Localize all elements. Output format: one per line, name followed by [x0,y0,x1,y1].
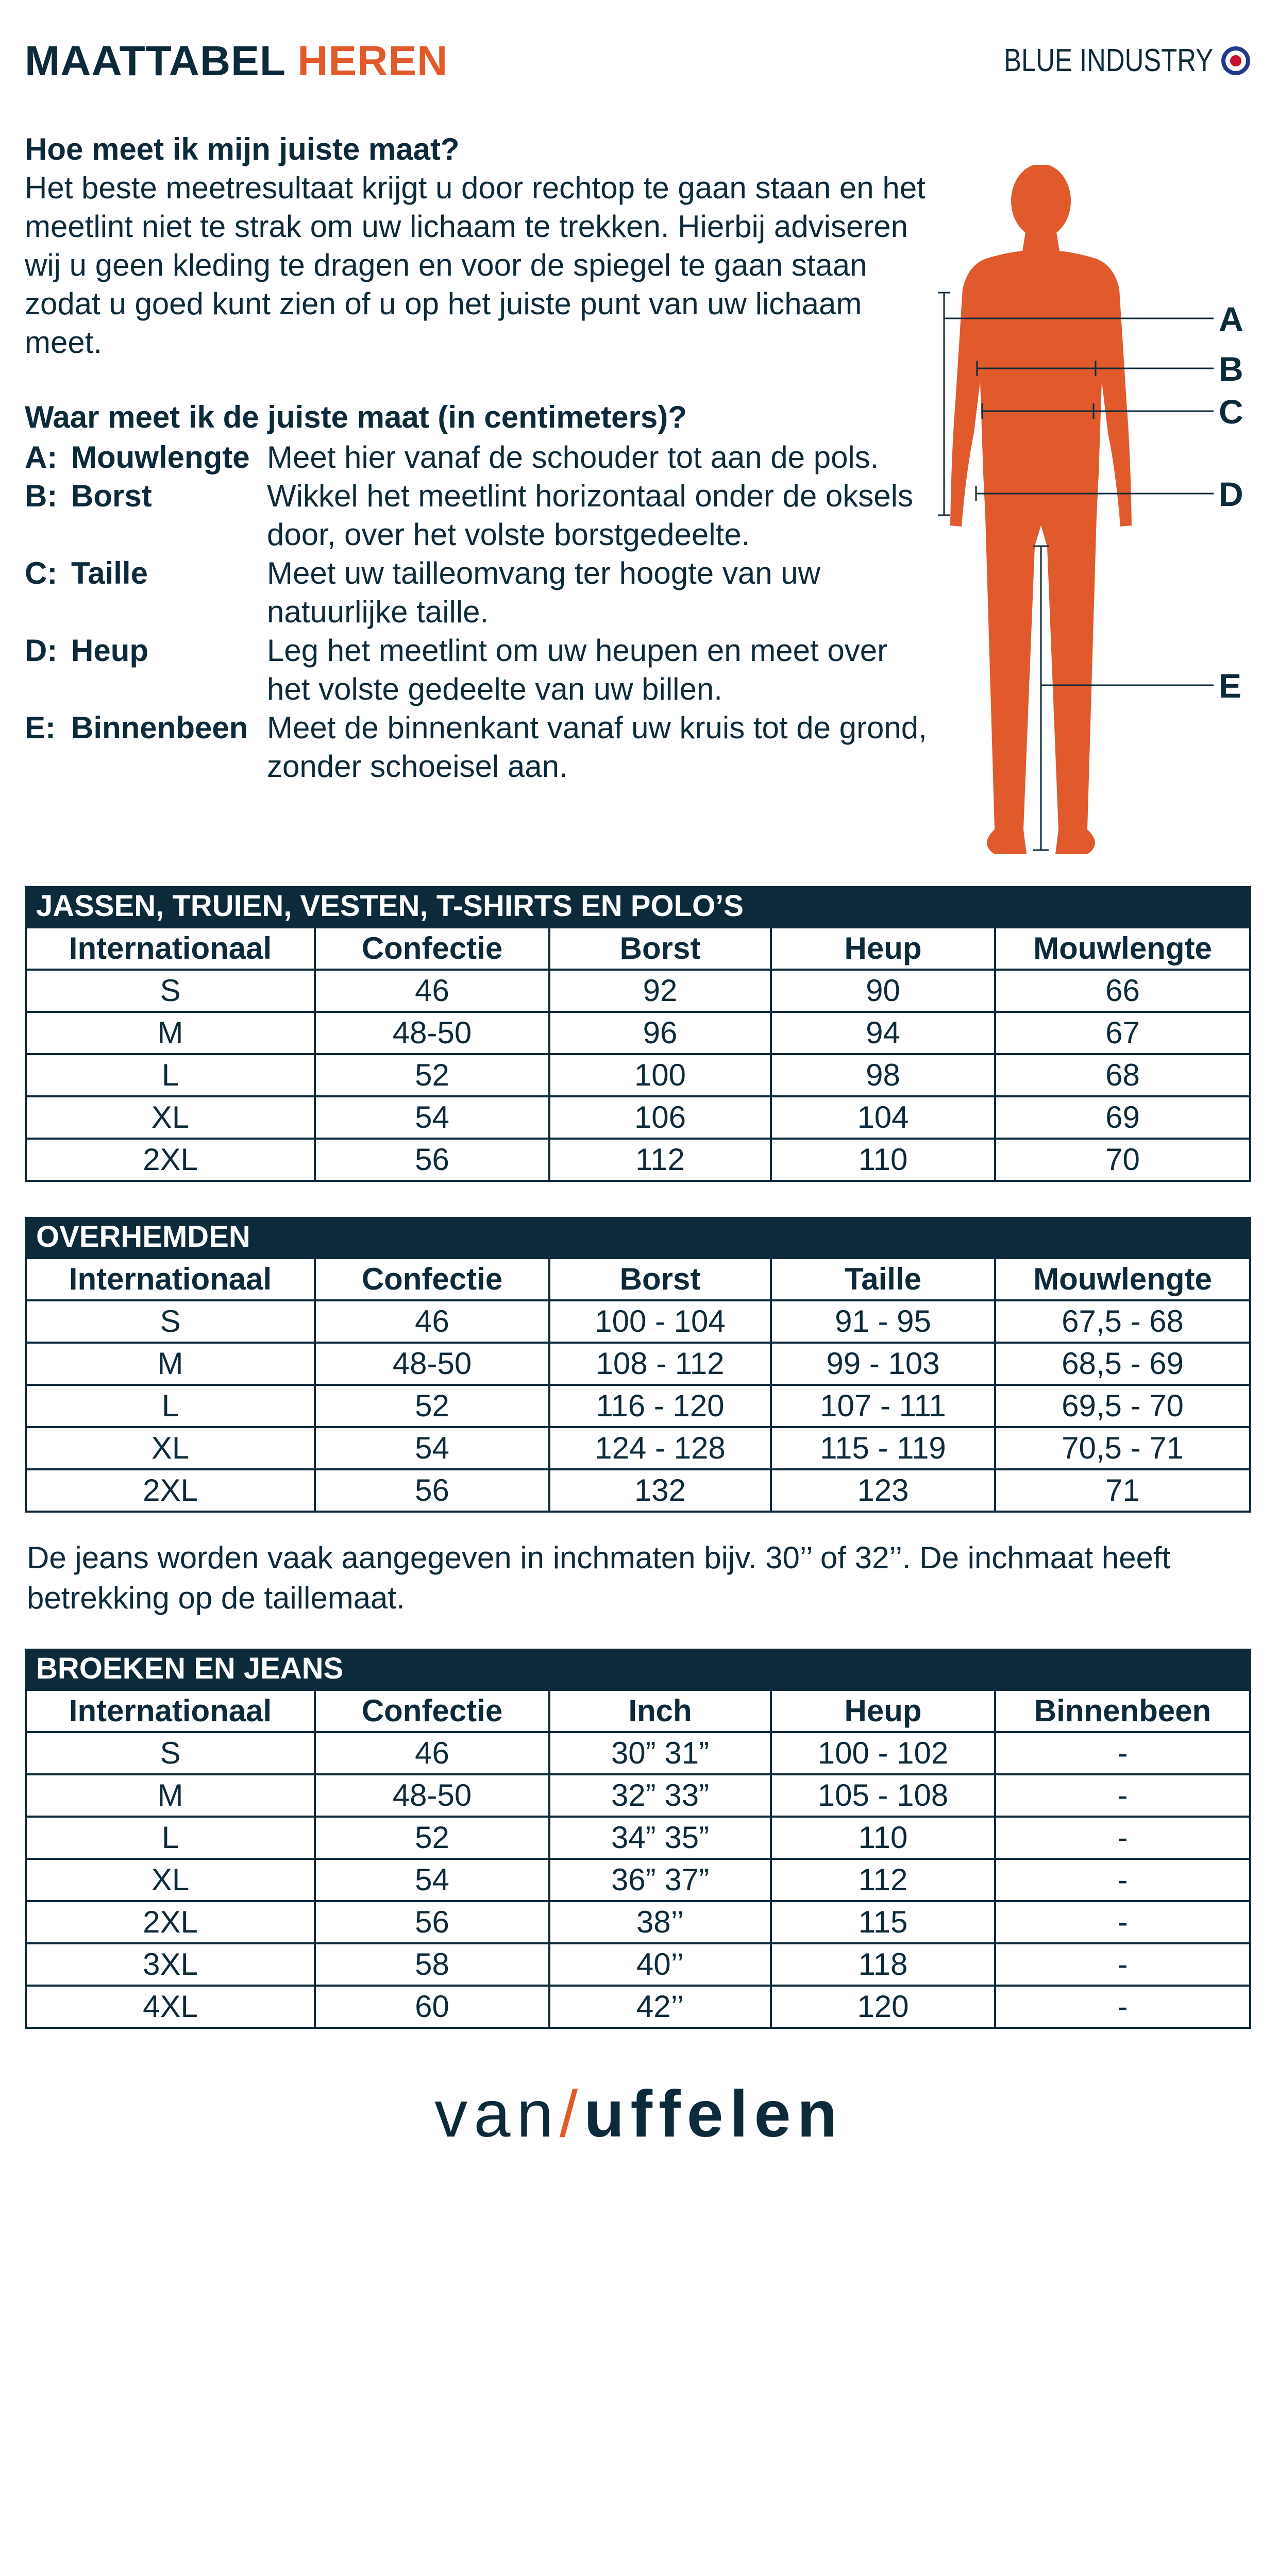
column-header: Internationaal [26,1690,315,1732]
table-title: BROEKEN EN JEANS [25,1649,1251,1689]
table-row [26,1343,1250,1385]
table-cell: 108 - 112 [549,1343,771,1385]
table-cell: 112 [771,1859,995,1901]
table-cell: 48-50 [315,1012,549,1054]
label-d: D [1219,475,1243,513]
table-cell: 100 - 104 [549,1300,771,1343]
table-row [26,1732,1250,1774]
table-row [26,1300,1250,1343]
column-header: Binnenbeen [995,1690,1250,1732]
table-cell: 70 [995,1139,1250,1181]
table-row [26,1427,1250,1469]
column-header: Mouwlengte [995,1258,1250,1300]
size-table-pants [25,1649,1251,2029]
table-cell: 67 [995,1012,1250,1054]
measure-item [25,554,932,631]
table-cell: 91 - 95 [771,1300,995,1343]
table-cell: - [995,1817,1250,1859]
measure-desc: Leg het meetlint om uw heupen en meet over het volste gedeelte van uw billen. [267,633,888,706]
table-header-row [26,1258,1250,1300]
table-cell: 3XL [26,1943,315,1986]
logo-part-van: van [434,2077,560,2151]
table-cell: 118 [771,1943,995,1986]
table-cell: 58 [315,1943,549,1986]
table-cell: 4XL [26,1986,315,2028]
table-cell: 46 [315,1300,549,1343]
table-cell: 99 - 103 [771,1343,995,1385]
column-header: Borst [549,927,771,970]
table-cell: - [995,1732,1250,1774]
table-cell: 32” 33” [549,1774,771,1817]
table-cell: L [26,1817,315,1859]
table-cell: - [995,1901,1250,1943]
table-cell: 132 [549,1469,771,1512]
measure-name: Mouwlengte [71,440,250,474]
table-cell: XL [26,1859,315,1901]
measure-desc: Meet de binnenkant vanaf uw kruis tot de grond, zonder schoeisel aan. [267,710,927,784]
measure-item [25,438,932,477]
size-table-shirts [25,1217,1251,1513]
table-cell: 92 [549,970,771,1012]
column-header: Confectie [315,1258,549,1300]
table-cell: 90 [771,970,995,1012]
footer-logo [0,2076,1278,2152]
table-cell: 52 [315,1385,549,1427]
label-c: C [1219,393,1243,431]
measurement-labels [1219,300,1243,705]
measure-list [25,438,932,786]
page-title [25,37,448,86]
table-cell: - [995,1774,1250,1817]
column-header: Confectie [315,927,549,970]
measure-heading: Waar meet ik de juiste maat (in centimeters)? [25,400,687,434]
table-row [26,1054,1250,1096]
table-cell: 71 [995,1469,1250,1512]
title-accent: HEREN [297,38,448,84]
label-e: E [1219,667,1242,705]
table-header-row [26,927,1250,970]
table-cell: 2XL [26,1901,315,1943]
table-cell: L [26,1385,315,1427]
table-cell: 52 [315,1054,549,1096]
intro-section [25,130,942,362]
table-row [26,1774,1250,1817]
table-row [26,1986,1250,2028]
measure-item [25,477,932,554]
table-cell: 69 [995,1096,1250,1139]
table-cell: 68 [995,1054,1250,1096]
table-title: OVERHEMDEN [25,1217,1251,1257]
intro-text: Het beste meetresultaat krijgt u door rechtop te gaan staan en het meetlint niet te strak om uw lichaam te trekken. Hierbij adviseren wij u geen kleding te dragen en voor de spiegel te gaan staan zodat u goed kunt zien of u op het juiste punt van uw lichaam meet. [25,171,926,360]
table-cell: 46 [315,970,549,1012]
table-cell: 42’’ [549,1986,771,2028]
table-cell: 112 [549,1139,771,1181]
table-row [26,1012,1250,1054]
table-cell: 70,5 - 71 [995,1427,1250,1469]
measure-letter: D: [25,633,58,668]
table-cell: 120 [771,1986,995,2028]
table-cell: - [995,1859,1250,1901]
column-header: Mouwlengte [995,927,1250,970]
table-cell: 36” 37” [549,1859,771,1901]
size-table-jackets [25,886,1251,1182]
column-header: Borst [549,1258,771,1300]
logo-part-uffelen: uffelen [584,2077,844,2151]
table-row [26,1901,1250,1943]
table-cell: S [26,970,315,1012]
table-cell: 123 [771,1469,995,1512]
column-header: Inch [549,1690,771,1732]
table-cell: 40’’ [549,1943,771,1986]
table-cell: M [26,1343,315,1385]
body-measurement-figure [933,165,1268,866]
table-row [26,1139,1250,1181]
table-title: JASSEN, TRUIEN, VESTEN, T-SHIRTS EN POLO’S [25,886,1251,926]
table-cell: 46 [315,1732,549,1774]
table-cell: 2XL [26,1469,315,1512]
table-cell: 98 [771,1054,995,1096]
measure-letter: C: [25,556,58,590]
measure-letter: B: [25,479,58,513]
column-header: Confectie [315,1690,549,1732]
table-cell: 66 [995,970,1250,1012]
measure-name: Borst [71,479,152,513]
table-cell: S [26,1300,315,1343]
table-cell: 100 [549,1054,771,1096]
table-cell: 69,5 - 70 [995,1385,1250,1427]
table-cell: 48-50 [315,1343,549,1385]
table-cell: 56 [315,1901,549,1943]
table-cell: 100 - 102 [771,1732,995,1774]
table-cell: 110 [771,1139,995,1181]
brand-name: BLUE INDUSTRY [1004,43,1213,78]
table-cell: 34” 35” [549,1817,771,1859]
jeans-note: De jeans worden vaak aangegeven in inchmaten bijv. 30’’ of 32’’. De inchmaat heeft betrekking op de taillemaat. [27,1540,1171,1615]
table-cell: 116 - 120 [549,1385,771,1427]
column-header: Heup [771,1690,995,1732]
table-cell: 54 [315,1427,549,1469]
table-cell: 2XL [26,1139,315,1181]
table-cell: 96 [549,1012,771,1054]
measure-desc: Meet uw tailleomvang ter hoogte van uw natuurlijke taille. [267,556,820,629]
measure-name: Heup [71,633,148,668]
table-cell: - [995,1986,1250,2028]
table-cell: 104 [771,1096,995,1139]
table-row [26,1859,1250,1901]
table-cell: XL [26,1427,315,1469]
roundel-icon [1220,45,1251,76]
table-cell: 115 - 119 [771,1427,995,1469]
label-a: A [1219,300,1243,338]
table-cell: 68,5 - 69 [995,1343,1250,1385]
table-row [26,1469,1250,1512]
table-cell: XL [26,1096,315,1139]
table-cell: S [26,1732,315,1774]
table-row [26,970,1250,1012]
table-cell: 54 [315,1096,549,1139]
table-cell: L [26,1054,315,1096]
measure-desc: Meet hier vanaf de schouder tot aan de pols. [267,440,879,474]
brand-logo [958,42,1251,79]
table-cell: 48-50 [315,1774,549,1817]
table-header-row [26,1690,1250,1732]
measure-letter: A: [25,440,58,474]
measure-item [25,631,932,708]
measure-name: Binnenbeen [71,710,248,745]
table-row [26,1385,1250,1427]
table-cell: 67,5 - 68 [995,1300,1250,1343]
table-cell: 124 - 128 [549,1427,771,1469]
column-header: Internationaal [26,927,315,970]
table-cell: 30” 31” [549,1732,771,1774]
table-cell: 60 [315,1986,549,2028]
column-header: Taille [771,1258,995,1300]
intro-heading: Hoe meet ik mijn juiste maat? [25,132,460,166]
table-cell: 94 [771,1012,995,1054]
measure-desc: Wikkel het meetlint horizontaal onder de oksels door, over het volste borstgedeelte. [267,479,913,552]
logo-slash: / [559,2077,584,2151]
table-cell: M [26,1774,315,1817]
table-cell: 52 [315,1817,549,1859]
table-cell: M [26,1012,315,1054]
label-b: B [1219,350,1243,388]
measure-item [25,708,932,786]
table-row [26,1943,1250,1986]
table-cell: 54 [315,1859,549,1901]
column-header: Heup [771,927,995,970]
table-cell: 106 [549,1096,771,1139]
table-row [26,1817,1250,1859]
table-cell: 56 [315,1469,549,1512]
column-header: Internationaal [26,1258,315,1300]
table-cell: 110 [771,1817,995,1859]
table-cell: 56 [315,1139,549,1181]
title-main: MAATTABEL [25,38,285,84]
table-row [26,1096,1250,1139]
table-cell: 105 - 108 [771,1774,995,1817]
table-cell: 38’’ [549,1901,771,1943]
table-cell: 107 - 111 [771,1385,995,1427]
table-cell: - [995,1943,1250,1986]
table-cell: 115 [771,1901,995,1943]
measure-letter: E: [25,710,56,745]
measure-name: Taille [71,556,148,590]
